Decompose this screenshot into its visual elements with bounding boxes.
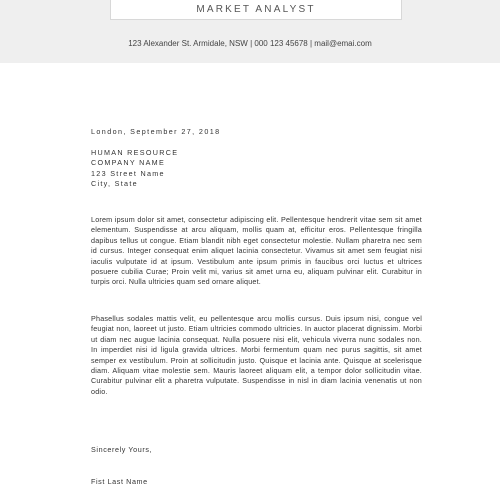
- body-paragraph-2: Phasellus sodales mattis velit, eu pellentesque arcu mollis cursus. Duis ipsum nisi, congue vel feugiat non, laoreet ut justo. Etiam ultricies commodo ultricies. In auctor placerat dignissim. Morbi ut diam nec augue lacinia consequat. Nulla posuere nisi elit, vehicula viverra nunc sodales non. In imperdiet nisi id ligula gravida ultrices. Morbi fermentum quam nec purus sagittis, sit amet semper ex vestibulum. Proin at sollicitudin justo. Quisque et lacinia ante. Quisque at scelerisque diam. Aliquam vitae molestie sem. Mauris laoreet aliquam elit, a tempor dolor sollicitudin vitae. Curabitur pulvinar elit a pharetra vulputate. Suspendisse in nisl in diam lacinia venenatis ut non odio.: [91, 314, 422, 396]
- recipient-street: 123 Street Name: [91, 168, 165, 178]
- closing-salutation: Sincerely Yours,: [91, 445, 153, 454]
- body-paragraph-1: Lorem ipsum dolor sit amet, consectetur adipiscing elit. Pellentesque hendrerit vitae sem sit amet elementum. Suspendisse at arcu aliquam, mollis quam at, efficitur eros. Pellentesque fringilla dapibus tellus ut congue. Etiam blandit nibh eget consectetur molestie. Nullam pharetra nec sem id cursus. Integer consequat enim aliquet lacinia consectetur. Vivamus sit amet sem feugiat nisi iaculis vulputate id at ipsum. Vestibulum ante ipsum primis in faucibus orci luctus et ultrices posuere cubilia Curae; Proin velit mi, varius sit amet urna eu, aliquam pulvinar elit. Curabitur in turpis orci. Nulla ultricies quam sed ornare aliquet.: [91, 215, 422, 287]
- contact-line: 123 Alexander St. Armidale, NSW | 000 123 45678 | mail@emai.com: [128, 39, 372, 48]
- recipient-city-state: City, State: [91, 179, 138, 189]
- recipient-block: [91, 148, 422, 190]
- letter-date: London, September 27, 2018: [91, 127, 221, 136]
- header-band: [0, 0, 500, 63]
- recipient-company: COMPANY NAME: [91, 158, 166, 168]
- recipient-department: HUMAN RESOURCE: [91, 148, 179, 157]
- job-title-box: [110, 0, 402, 20]
- signature-name: Fist Last Name: [91, 477, 148, 486]
- job-title: MARKET ANALYST: [196, 4, 316, 15]
